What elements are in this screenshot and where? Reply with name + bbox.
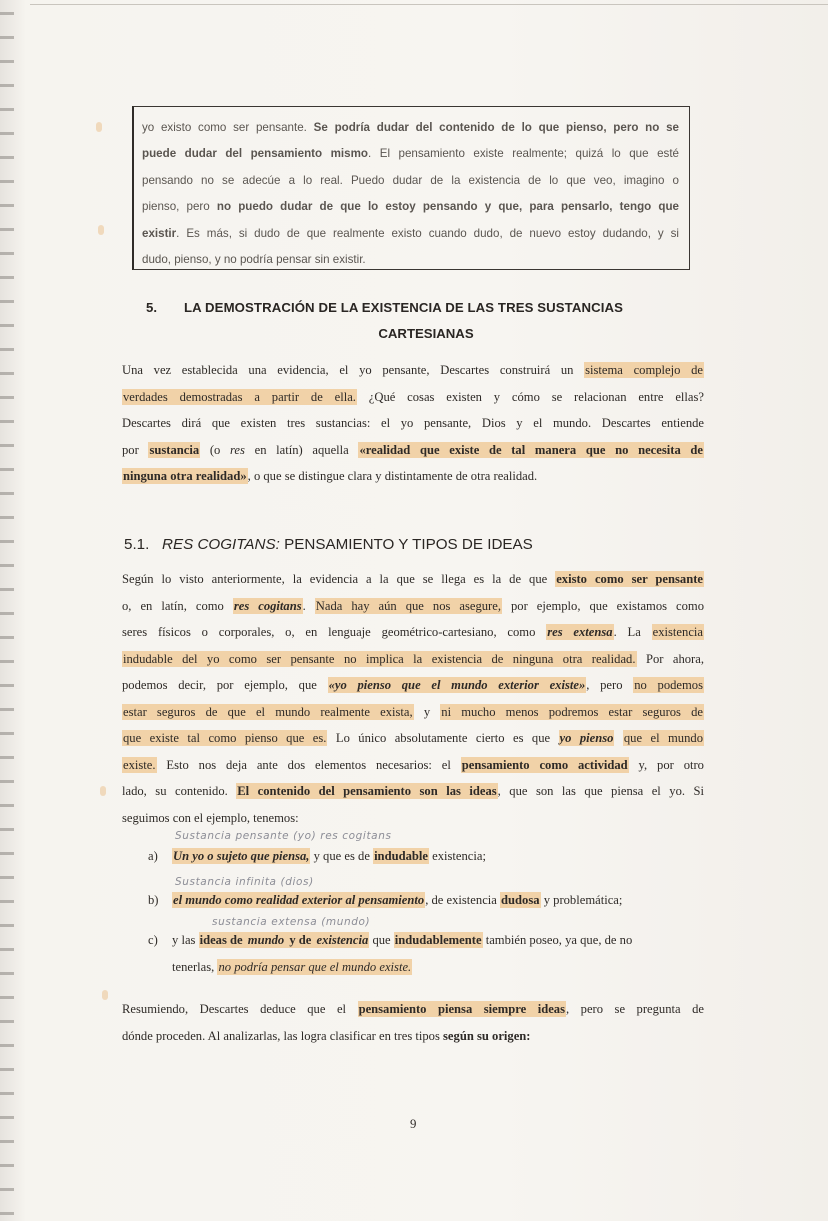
text-run: mundo [247, 933, 285, 947]
text-run: el mundo como realidad exterior al pensamiento [173, 893, 425, 907]
handwritten-note-2: Sustancia infinita (dios) [175, 876, 314, 888]
quote-line [142, 194, 679, 220]
paragraph-line [122, 593, 704, 620]
text-run: no podría pensar que el mundo existe. [218, 960, 412, 974]
text-run: . [302, 598, 315, 613]
text-run: pienso, pero [142, 200, 217, 214]
text-run: dónde proceden. Al analizarlas, las logra clasificar en tres tipos [122, 1028, 444, 1043]
text-run: sustancia [149, 442, 200, 457]
quote-line [142, 115, 679, 141]
text-run: Por ahora, [636, 651, 704, 666]
text-run: que existe tal como pienso que es. [123, 731, 327, 745]
paragraph-line [122, 1023, 704, 1050]
text-run: «realidad que existe de tal manera que no necesita de [359, 442, 704, 457]
text-run: lado, su contenido. [122, 784, 237, 798]
paragraph-line [122, 752, 704, 779]
paragraph-line [122, 410, 704, 437]
handwritten-note-3: sustancia extensa (mundo) [212, 916, 371, 928]
text-run: verdades demostradas a partir de ella. [123, 389, 356, 404]
section-5-1-heading [124, 536, 533, 553]
text-run: existe. [123, 757, 156, 772]
text-run: . La [613, 625, 652, 639]
text-run: en latín) aquella [244, 442, 359, 457]
list-item-label: b) [148, 893, 159, 907]
text-run: Descartes dirá que existen tres sustancias: el yo pensante, Dios y el mundo. Descartes entiende [122, 416, 704, 430]
text-run: , pero se pregunta de [566, 1002, 704, 1016]
paragraph-line [122, 463, 704, 490]
text-run: , de existencia [425, 893, 501, 907]
text-run: Nada hay aún que nos asegure, [315, 598, 501, 613]
paragraph-line [122, 996, 704, 1023]
paragraph-line [122, 566, 704, 593]
section-5-1-number: 5.1. [124, 536, 150, 553]
text-run: y, por otro [628, 757, 704, 772]
text-run: , o que se distingue clara y distintamente de otra realidad. [247, 469, 538, 483]
text-run: Resumiendo, Descartes deduce que el [122, 1002, 358, 1016]
section-5-1-title-italic: RES COGITANS: [162, 536, 280, 553]
paragraph-resumiendo [122, 996, 704, 1049]
paragraph-line [122, 778, 704, 805]
text-run: dudo, pienso, y no podría pensar sin existir. [142, 253, 366, 267]
section-5-title-line1: LA DEMOSTRACIÓN DE LA EXISTENCIA DE LAS TRES SUSTANCIAS [184, 300, 623, 315]
margin-mark [100, 786, 106, 796]
paragraph-line [122, 672, 704, 699]
paragraph-res-cogitans [122, 566, 704, 831]
text-run: o, en latín, como [122, 598, 233, 613]
text-run: existir [142, 226, 177, 240]
text-run: El contenido del pensamiento son las ideas [237, 784, 497, 798]
text-run: pensando no se adecúe a lo real. Puedo dudar de la existencia de lo que veo, imagino o [142, 173, 679, 187]
section-5-title-line2: CARTESIANAS [378, 326, 474, 341]
list-item-label: a) [148, 849, 158, 863]
text-run: res cogitans [233, 598, 302, 613]
text-run: ninguna otra realidad» [123, 469, 247, 483]
paragraph-line [122, 646, 704, 673]
margin-mark [98, 225, 104, 235]
text-run: y que es de [310, 849, 374, 863]
text-run: por ejemplo, que existamos como [502, 598, 704, 613]
text-run: seres físicos o corporales, o, en lenguaje geométrico-cartesiano, como [122, 625, 547, 639]
text-run: «yo pienso que el mundo exterior existe» [328, 678, 586, 692]
quote-line [142, 247, 679, 273]
text-run: existencia; [428, 849, 486, 863]
section-5-number: 5. [146, 300, 157, 315]
quote-line [142, 221, 679, 247]
text-run: y las [172, 933, 199, 947]
text-run: Una vez establecida una evidencia, el yo pensante, Descartes construirá un [122, 363, 585, 377]
text-run: res extensa [547, 625, 613, 639]
text-run: dudosa [501, 893, 540, 907]
text-run: también poseo, ya que, de no [482, 933, 633, 947]
text-run: y [413, 704, 441, 719]
quote-box [132, 106, 690, 270]
text-run: y de [286, 933, 315, 947]
text-run: tenerlas, [172, 960, 218, 974]
text-run: que el mundo [623, 731, 703, 745]
text-run: res [230, 442, 245, 457]
text-run: podemos decir, por ejemplo, que [122, 678, 328, 692]
text-run: existencia [652, 625, 703, 639]
text-run: ideas de [199, 933, 246, 947]
text-run: Lo único absolutamente cierto es que [327, 731, 559, 745]
paragraph-line [122, 725, 704, 752]
text-run: indudable del yo como ser pensante no implica la existencia de ninguna otra realidad. [123, 651, 636, 666]
text-run: según su origen: [443, 1028, 531, 1043]
list-item [148, 893, 622, 908]
text-run: no puedo dudar de que lo estoy pensando y que, para pensarlo, tengo que [216, 200, 679, 214]
paragraph-line [122, 357, 704, 384]
margin-mark [96, 122, 102, 132]
text-run: . Es más, si dudo de que realmente existo cuando dudo, de nuevo estoy dudando, y si [176, 226, 679, 240]
paragraph-sustancias [122, 357, 704, 490]
page-number: 9 [410, 1117, 417, 1131]
text-run: Esto nos deja ante dos elementos necesarios: el [156, 757, 461, 772]
text-run: puede dudar del pensamiento mismo [142, 147, 368, 161]
paragraph-line [122, 384, 704, 411]
text-run: seguimos con el ejemplo, tenemos: [122, 810, 299, 825]
text-run: ni mucho menos podremos estar seguros de [441, 704, 703, 719]
quote-line [142, 168, 679, 194]
text-run: yo existo como ser pensante. [142, 121, 314, 134]
list-item [148, 933, 632, 948]
text-run: . El pensamiento existe realmente; quizá lo que esté [368, 147, 679, 161]
text-run: existo como ser pensante [556, 572, 703, 586]
list-item [148, 849, 486, 864]
text-run: no podemos [634, 678, 704, 692]
text-run: (o [200, 442, 230, 457]
paragraph-line [122, 437, 704, 464]
text-run: pensamiento como actividad [461, 757, 628, 772]
text-run: , que son las que piensa el yo. Si [497, 784, 704, 798]
paragraph-line [122, 619, 704, 646]
text-run: indudablemente [394, 933, 482, 947]
text-run: Un yo o sujeto que piensa, [173, 849, 310, 863]
text-run: , pero [586, 678, 634, 692]
text-run: por [122, 442, 149, 457]
text-run: sistema complejo de [585, 363, 703, 377]
text-run: yo pienso [559, 731, 614, 745]
text-run: existencia [316, 933, 369, 947]
section-5-1-title-rest: PENSAMIENTO Y TIPOS DE IDEAS [279, 536, 533, 553]
list-item-label: c) [148, 933, 158, 947]
text-run: que [369, 933, 394, 947]
quote-line [142, 141, 679, 167]
text-run: indudable [374, 849, 428, 863]
text-run: Se podría dudar del contenido de lo que pienso, pero no se [313, 121, 679, 134]
paragraph-line [122, 805, 704, 832]
paragraph-line [122, 699, 704, 726]
handwritten-note-1: Sustancia pensante (yo) res cogitans [175, 830, 392, 842]
list-item-continuation [172, 960, 412, 975]
text-run: y problemática; [540, 893, 623, 907]
text-run [614, 731, 622, 745]
text-run: pensamiento piensa siempre ideas [358, 1002, 565, 1016]
top-edge-line [30, 4, 828, 5]
text-run: estar seguros de que el mundo realmente exista, [123, 704, 413, 719]
text-run: ¿Qué cosas existen y cómo se relacionan entre ellas? [356, 389, 704, 404]
spiral-binding [0, 0, 14, 1221]
text-run: Según lo visto anteriormente, la evidencia a la que se llega es la de que [122, 572, 556, 586]
margin-mark [102, 990, 108, 1000]
